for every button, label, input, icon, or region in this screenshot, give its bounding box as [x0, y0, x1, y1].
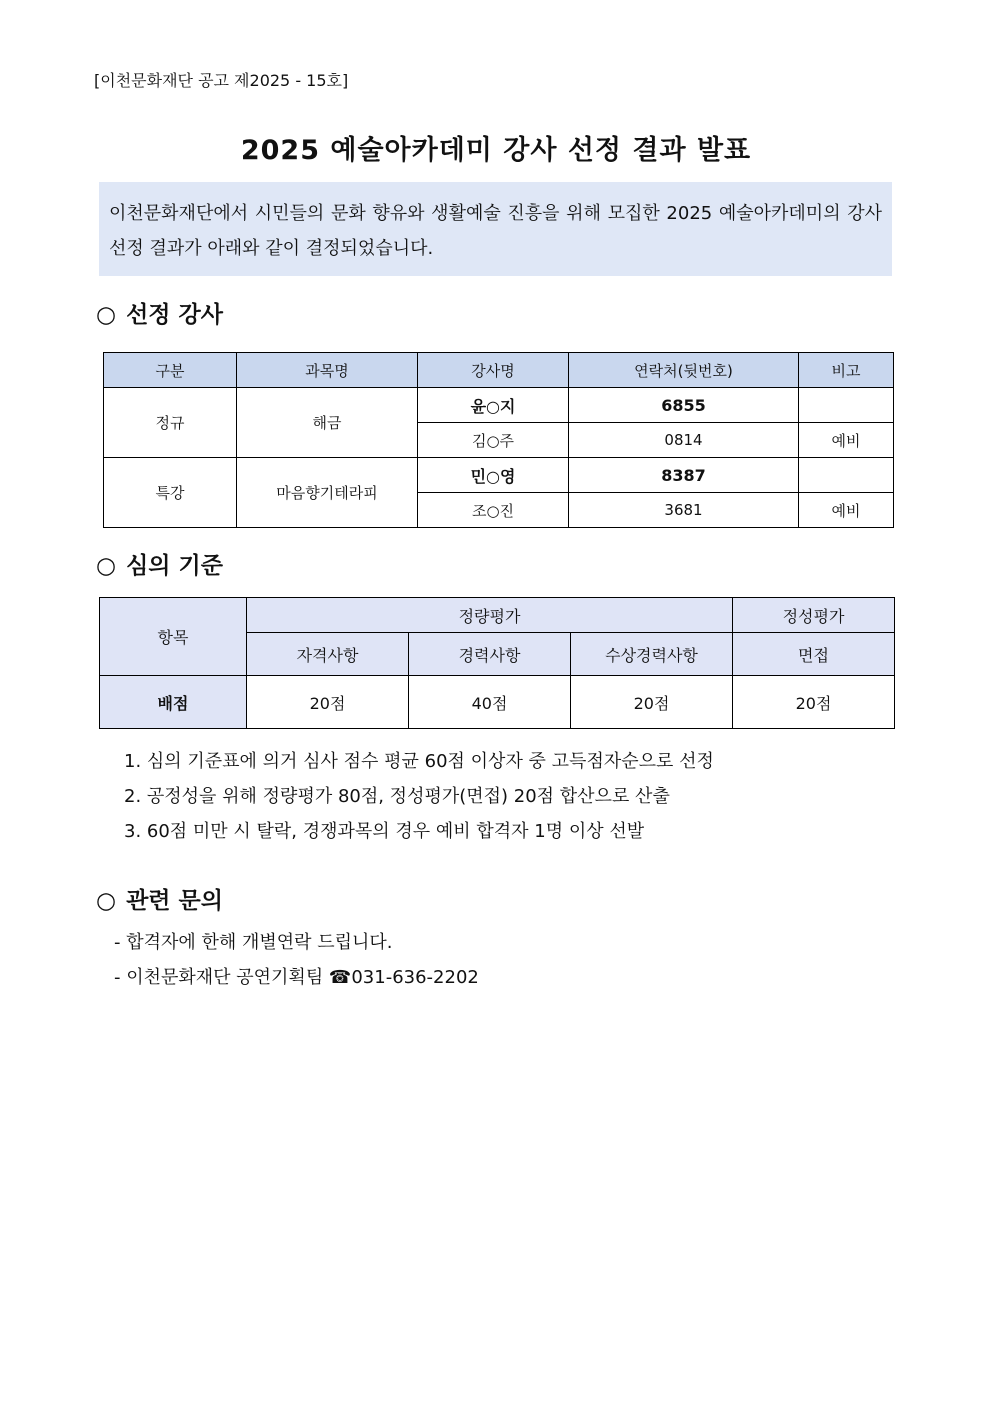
section-title: 관련 문의 [126, 888, 223, 914]
page-title: 2025 예술아카데미 강사 선정 결과 발표 [240, 135, 752, 166]
circle-icon: ○ [96, 553, 117, 579]
name-cell: 민○영 [418, 458, 569, 493]
contact-cell: 3681 [569, 493, 799, 528]
section-title: 선정 강사 [126, 302, 223, 328]
item-header: 항목 [100, 598, 247, 676]
note-cell [799, 388, 894, 423]
table-row [104, 388, 894, 423]
header-contact: 연락처(뒷번호) [569, 353, 799, 388]
contact-cell: 6855 [569, 388, 799, 423]
score-label: 배점 [100, 676, 247, 729]
intro-box: 이천문화재단에서 시민들의 문화 향유와 생활예술 진흥을 위해 모집한 2025 예술아카데미의 강사 선정 결과가 아래와 같이 결정되었습니다. [99, 182, 892, 276]
criteria-notes [124, 744, 714, 849]
header-subject: 과목명 [237, 353, 418, 388]
name-cell: 조○진 [418, 493, 569, 528]
header-note: 비고 [799, 353, 894, 388]
criteria-table [99, 597, 895, 729]
header-name: 강사명 [418, 353, 569, 388]
score-cell: 40점 [409, 676, 571, 729]
section-criteria-heading [96, 547, 223, 580]
note-cell: 예비 [799, 493, 894, 528]
list-item: 3. 60점 미만 시 탈락, 경쟁과목의 경우 예비 합격자 1명 이상 선발 [124, 821, 645, 842]
section-inquiry-heading [96, 882, 223, 915]
table-row [104, 458, 894, 493]
notice-number: [이천문화재단 공고 제2025 - 15호] [94, 71, 349, 90]
subject-cell: 해금 [237, 388, 418, 458]
circle-icon: ○ [96, 302, 117, 328]
name-cell: 윤○지 [418, 388, 569, 423]
quantitative-header: 정량평가 [247, 598, 733, 633]
score-cell: 20점 [733, 676, 895, 729]
instructors-table [103, 352, 894, 528]
circle-icon: ○ [96, 888, 117, 914]
list-item: 2. 공정성을 위해 정량평가 80점, 정성평가(면접) 20점 합산으로 산출 [124, 786, 670, 807]
category-cell: 정규 [104, 388, 237, 458]
inquiry-list [114, 925, 479, 995]
contact-cell: 8387 [569, 458, 799, 493]
section-title: 심의 기준 [126, 553, 223, 579]
subheader-qualification: 자격사항 [247, 633, 409, 676]
note-cell [799, 458, 894, 493]
score-cell: 20점 [247, 676, 409, 729]
qualitative-header: 정성평가 [733, 598, 895, 633]
list-item: - 합격자에 한해 개별연락 드립니다. [114, 932, 393, 953]
subheader-interview: 면접 [733, 633, 895, 676]
list-item: - 이천문화재단 공연기획팀 ☎031-636-2202 [114, 967, 479, 988]
subheader-career: 경력사항 [409, 633, 571, 676]
header-category: 구분 [104, 353, 237, 388]
section-selected-heading [96, 296, 223, 329]
note-cell: 예비 [799, 423, 894, 458]
name-cell: 김○주 [418, 423, 569, 458]
subheader-awards: 수상경력사항 [571, 633, 733, 676]
category-cell: 특강 [104, 458, 237, 528]
score-cell: 20점 [571, 676, 733, 729]
table-header-row [104, 353, 894, 388]
list-item: 1. 심의 기준표에 의거 심사 점수 평균 60점 이상자 중 고득점자순으로 선정 [124, 751, 714, 772]
subject-cell: 마음향기테라피 [237, 458, 418, 528]
contact-cell: 0814 [569, 423, 799, 458]
